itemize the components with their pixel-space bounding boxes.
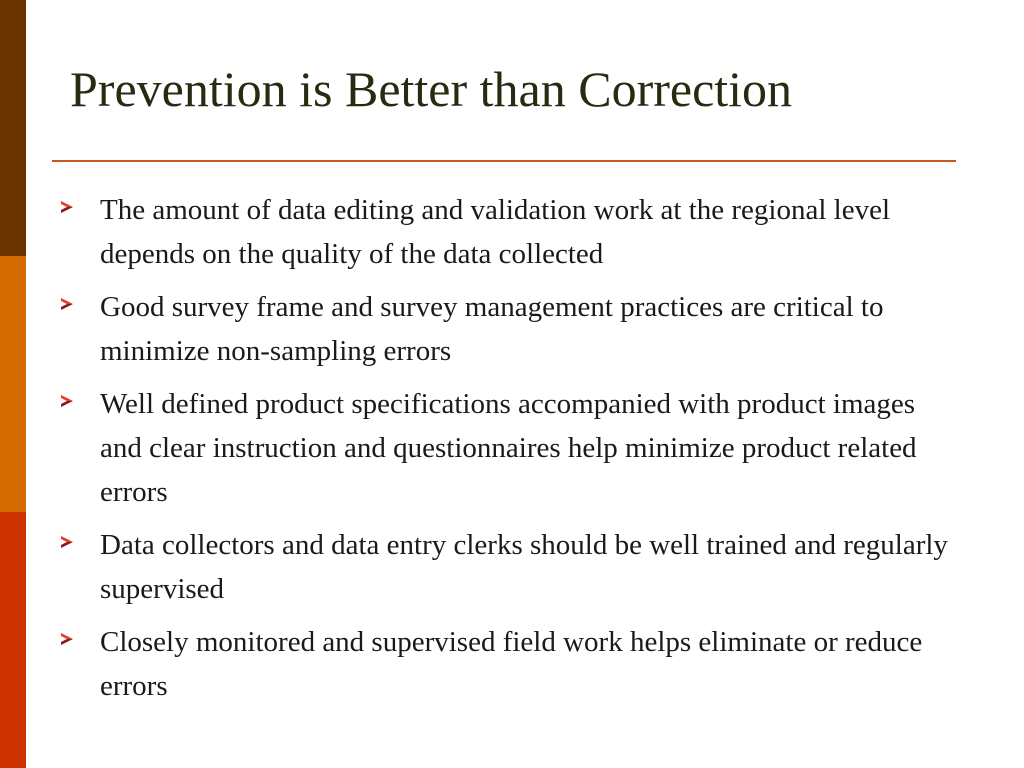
bullet-text: Good survey frame and survey management practices are critical to minimize non-sampling errors: [100, 291, 884, 367]
bullet-item: [56, 382, 956, 514]
bullet-list: [56, 188, 956, 717]
title-underline: [52, 160, 956, 162]
red-arrow-bullet-icon: [60, 200, 74, 214]
bullet-item: [56, 620, 956, 708]
red-arrow-bullet-icon: [60, 535, 74, 549]
bullet-text: Closely monitored and supervised field work helps eliminate or reduce errors: [100, 626, 923, 702]
red-arrow-bullet-icon: [60, 297, 74, 311]
bullet-item: [56, 523, 956, 611]
side-band-middle: [0, 256, 26, 512]
bullet-item: [56, 285, 956, 373]
side-band-top: [0, 0, 26, 256]
red-arrow-bullet-icon: [60, 394, 74, 408]
bullet-text: Well defined product specifications accompanied with product images and clear instruction and questionnaires help minimize product related errors: [100, 388, 917, 508]
slide-title: Prevention is Better than Correction: [70, 61, 793, 117]
red-arrow-bullet-icon: [60, 632, 74, 646]
bullet-text: Data collectors and data entry clerks should be well trained and regularly supervised: [100, 529, 948, 605]
side-band-bottom: [0, 512, 26, 768]
bullet-text: The amount of data editing and validation work at the regional level depends on the quality of the data collected: [100, 194, 890, 270]
bullet-item: [56, 188, 956, 276]
